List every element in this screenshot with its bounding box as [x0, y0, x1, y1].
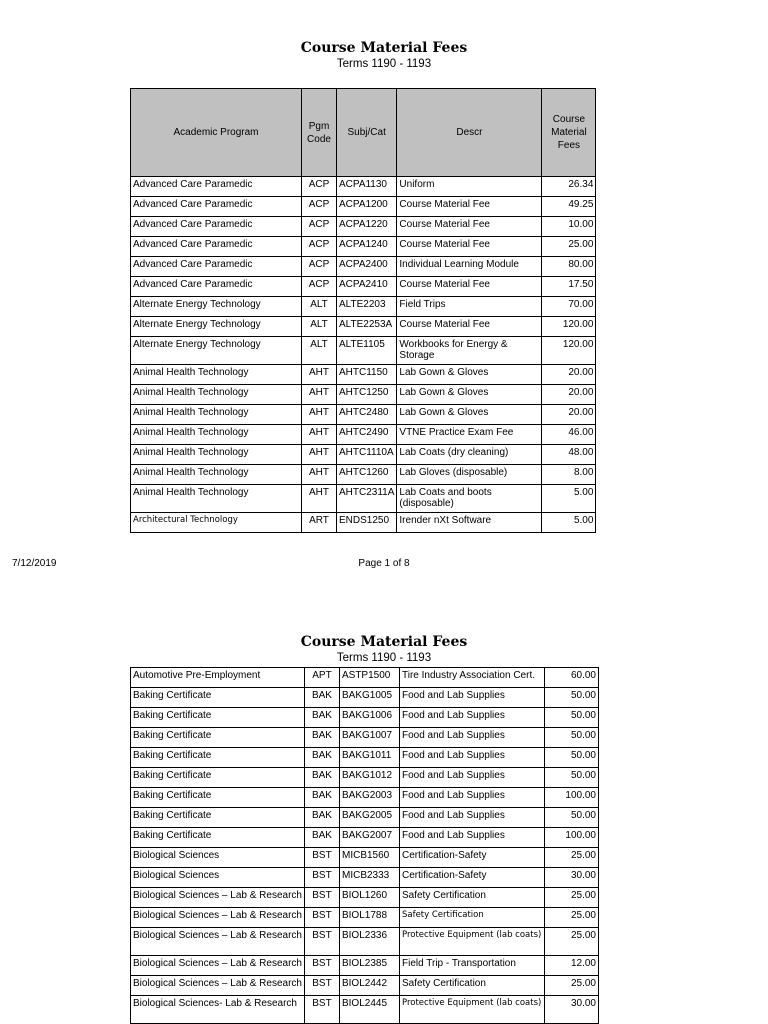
- subj-cat-cell: BIOL2442: [339, 976, 399, 996]
- program-cell: Advanced Care Paramedic: [131, 217, 302, 237]
- subj-cat-cell: AHTC1110A: [337, 445, 397, 465]
- fee-cell: 100.00: [544, 828, 598, 848]
- pgm-code-cell: ART: [302, 513, 337, 533]
- pgm-code-cell: BST: [304, 956, 339, 976]
- fee-cell: 20.00: [542, 405, 596, 425]
- subj-cat-cell: BAKG1012: [339, 768, 399, 788]
- pgm-code-cell: ACP: [302, 177, 337, 197]
- pgm-code-cell: AHT: [302, 485, 337, 513]
- subj-cat-cell: ACPA2410: [337, 277, 397, 297]
- pgm-code-cell: AHT: [302, 465, 337, 485]
- page-subtitle: Terms 1190 - 1193: [336, 58, 432, 70]
- subj-cat-cell: ACPA1200: [337, 197, 397, 217]
- fees-table-page-2: [130, 667, 599, 1024]
- fee-cell: 25.00: [544, 976, 598, 996]
- page-subtitle-2: Terms 1190 - 1193: [336, 652, 432, 664]
- table-row: [131, 445, 596, 465]
- pgm-code-cell: AHT: [302, 385, 337, 405]
- fee-cell: 25.00: [544, 928, 598, 956]
- table-row: [131, 976, 599, 996]
- program-cell: Baking Certificate: [131, 688, 305, 708]
- fee-cell: 50.00: [544, 708, 598, 728]
- pgm-code-cell: AHT: [302, 425, 337, 445]
- descr-cell: Course Material Fee: [397, 237, 542, 257]
- fee-cell: 17.50: [542, 277, 596, 297]
- pgm-code-cell: BAK: [304, 748, 339, 768]
- descr-cell: Individual Learning Module: [397, 257, 542, 277]
- header-subj-cat: Subj/Cat: [337, 89, 397, 177]
- program-cell: Automotive Pre-Employment: [131, 668, 305, 688]
- table-row: [131, 485, 596, 513]
- subj-cat-cell: AHTC2311A: [337, 485, 397, 513]
- program-cell: Baking Certificate: [131, 748, 305, 768]
- table-row: [131, 237, 596, 257]
- footer-page-number: Page 1 of 8: [358, 558, 410, 569]
- descr-cell: Safety Certification: [399, 908, 544, 928]
- table-row: [131, 197, 596, 217]
- fee-cell: 50.00: [544, 808, 598, 828]
- subj-cat-cell: BIOL2385: [339, 956, 399, 976]
- fee-cell: 50.00: [544, 728, 598, 748]
- fee-cell: 30.00: [544, 868, 598, 888]
- pgm-code-cell: ACP: [302, 257, 337, 277]
- table-row: [131, 808, 599, 828]
- subj-cat-cell: ACPA1240: [337, 237, 397, 257]
- subj-cat-cell: BAKG1005: [339, 688, 399, 708]
- program-cell: Biological Sciences: [131, 848, 305, 868]
- program-cell: Animal Health Technology: [131, 365, 302, 385]
- descr-cell: Course Material Fee: [397, 197, 542, 217]
- fee-cell: 10.00: [542, 217, 596, 237]
- pgm-code-cell: ACP: [302, 277, 337, 297]
- subj-cat-cell: ALTE1105: [337, 337, 397, 365]
- subj-cat-cell: ALTE2253A: [337, 317, 397, 337]
- program-cell: Alternate Energy Technology: [131, 297, 302, 317]
- fee-cell: 25.00: [544, 908, 598, 928]
- program-cell: Advanced Care Paramedic: [131, 277, 302, 297]
- descr-cell: Uniform: [397, 177, 542, 197]
- header-pgm-code: Pgm Code: [302, 89, 337, 177]
- table-row: [131, 768, 599, 788]
- program-cell: Animal Health Technology: [131, 425, 302, 445]
- pgm-code-cell: ALT: [302, 317, 337, 337]
- page-title: Course Material Fees: [300, 40, 468, 56]
- table-row: [131, 385, 596, 405]
- program-cell: Alternate Energy Technology: [131, 317, 302, 337]
- descr-cell: Lab Coats (dry cleaning): [397, 445, 542, 465]
- table-row: [131, 748, 599, 768]
- pgm-code-cell: BAK: [304, 768, 339, 788]
- subj-cat-cell: ALTE2203: [337, 297, 397, 317]
- program-cell: Animal Health Technology: [131, 485, 302, 513]
- subj-cat-cell: BIOL1788: [339, 908, 399, 928]
- subj-cat-cell: BAKG1006: [339, 708, 399, 728]
- pgm-code-cell: ACP: [302, 217, 337, 237]
- descr-cell: Food and Lab Supplies: [399, 728, 544, 748]
- fee-cell: 20.00: [542, 385, 596, 405]
- header-course-material-fees: Course Material Fees: [542, 89, 596, 177]
- pgm-code-cell: BST: [304, 976, 339, 996]
- table-row: [131, 365, 596, 385]
- table-row: [131, 337, 596, 365]
- fees-table-page-1: [130, 88, 596, 533]
- subj-cat-cell: ACPA2400: [337, 257, 397, 277]
- fee-cell: 120.00: [542, 337, 596, 365]
- descr-cell: Lab Gown & Gloves: [397, 405, 542, 425]
- descr-cell: Course Material Fee: [397, 277, 542, 297]
- subj-cat-cell: AHTC1150: [337, 365, 397, 385]
- fee-cell: 100.00: [544, 788, 598, 808]
- pgm-code-cell: BST: [304, 928, 339, 956]
- table-row: [131, 465, 596, 485]
- table-row: [131, 297, 596, 317]
- subj-cat-cell: MICB2333: [339, 868, 399, 888]
- table-row: [131, 177, 596, 197]
- subj-cat-cell: BAKG2005: [339, 808, 399, 828]
- table-row: [131, 425, 596, 445]
- descr-cell: Food and Lab Supplies: [399, 768, 544, 788]
- table-row: [131, 996, 599, 1024]
- table-row: [131, 788, 599, 808]
- descr-cell: Food and Lab Supplies: [399, 808, 544, 828]
- pgm-code-cell: AHT: [302, 445, 337, 465]
- subj-cat-cell: MICB1560: [339, 848, 399, 868]
- descr-cell: Lab Gloves (disposable): [397, 465, 542, 485]
- table-row: [131, 708, 599, 728]
- table-row: [131, 405, 596, 425]
- descr-cell: Protective Equipment (lab coats): [399, 996, 544, 1024]
- fee-cell: 80.00: [542, 257, 596, 277]
- table-row: [131, 668, 599, 688]
- fee-cell: 50.00: [544, 768, 598, 788]
- subj-cat-cell: AHTC1250: [337, 385, 397, 405]
- table-row: [131, 868, 599, 888]
- program-cell: Biological Sciences – Lab & Research: [131, 908, 305, 928]
- table-row: [131, 277, 596, 297]
- fee-cell: 25.00: [544, 888, 598, 908]
- fee-cell: 120.00: [542, 317, 596, 337]
- program-cell: Advanced Care Paramedic: [131, 197, 302, 217]
- fee-cell: 25.00: [542, 237, 596, 257]
- table-row: [131, 928, 599, 956]
- table-row: [131, 728, 599, 748]
- descr-cell: Safety Certification: [399, 888, 544, 908]
- pgm-code-cell: APT: [304, 668, 339, 688]
- fee-cell: 48.00: [542, 445, 596, 465]
- descr-cell: Course Material Fee: [397, 317, 542, 337]
- program-cell: Animal Health Technology: [131, 405, 302, 425]
- descr-cell: Lab Gown & Gloves: [397, 365, 542, 385]
- pgm-code-cell: BST: [304, 848, 339, 868]
- subj-cat-cell: BAKG2003: [339, 788, 399, 808]
- descr-cell: Tire Industry Association Cert.: [399, 668, 544, 688]
- pgm-code-cell: BST: [304, 908, 339, 928]
- fee-cell: 5.00: [542, 485, 596, 513]
- program-cell: Biological Sciences – Lab & Research: [131, 888, 305, 908]
- pgm-code-cell: BAK: [304, 708, 339, 728]
- fee-cell: 8.00: [542, 465, 596, 485]
- header-descr: Descr: [397, 89, 542, 177]
- program-cell: Baking Certificate: [131, 728, 305, 748]
- pgm-code-cell: ACP: [302, 197, 337, 217]
- subj-cat-cell: BAKG1011: [339, 748, 399, 768]
- program-cell: Alternate Energy Technology: [131, 337, 302, 365]
- pgm-code-cell: AHT: [302, 405, 337, 425]
- fee-cell: 50.00: [544, 688, 598, 708]
- descr-cell: Lab Gown & Gloves: [397, 385, 542, 405]
- header-academic-program: Academic Program: [131, 89, 302, 177]
- subj-cat-cell: BIOL1260: [339, 888, 399, 908]
- pgm-code-cell: ACP: [302, 237, 337, 257]
- table-row: [131, 848, 599, 868]
- descr-cell: Course Material Fee: [397, 217, 542, 237]
- pgm-code-cell: ALT: [302, 337, 337, 365]
- descr-cell: Food and Lab Supplies: [399, 788, 544, 808]
- program-cell: Baking Certificate: [131, 808, 305, 828]
- fee-cell: 25.00: [544, 848, 598, 868]
- page-title-2: Course Material Fees: [300, 634, 468, 650]
- program-cell: Baking Certificate: [131, 788, 305, 808]
- pgm-code-cell: BAK: [304, 788, 339, 808]
- table-row: [131, 828, 599, 848]
- descr-cell: Irender nXt Software: [397, 513, 542, 533]
- fee-cell: 12.00: [544, 956, 598, 976]
- descr-cell: Certification-Safety: [399, 848, 544, 868]
- program-cell: Biological Sciences – Lab & Research: [131, 976, 305, 996]
- subj-cat-cell: ACPA1130: [337, 177, 397, 197]
- descr-cell: Food and Lab Supplies: [399, 688, 544, 708]
- fee-cell: 50.00: [544, 748, 598, 768]
- table-row: [131, 513, 596, 533]
- descr-cell: Safety Certification: [399, 976, 544, 996]
- program-cell: Biological Sciences – Lab & Research: [131, 956, 305, 976]
- program-cell: Advanced Care Paramedic: [131, 177, 302, 197]
- descr-cell: Food and Lab Supplies: [399, 748, 544, 768]
- table-row: [131, 217, 596, 237]
- fee-cell: 70.00: [542, 297, 596, 317]
- fee-cell: 49.25: [542, 197, 596, 217]
- program-cell: Animal Health Technology: [131, 445, 302, 465]
- subj-cat-cell: BAKG2007: [339, 828, 399, 848]
- table-row: [131, 317, 596, 337]
- program-cell: Biological Sciences: [131, 868, 305, 888]
- pgm-code-cell: BST: [304, 888, 339, 908]
- pgm-code-cell: BST: [304, 996, 339, 1024]
- pgm-code-cell: BAK: [304, 728, 339, 748]
- fee-cell: 46.00: [542, 425, 596, 445]
- program-cell: Baking Certificate: [131, 828, 305, 848]
- subj-cat-cell: ACPA1220: [337, 217, 397, 237]
- subj-cat-cell: BIOL2445: [339, 996, 399, 1024]
- subj-cat-cell: BIOL2336: [339, 928, 399, 956]
- pgm-code-cell: BST: [304, 868, 339, 888]
- table-row: [131, 956, 599, 976]
- descr-cell: Certification-Safety: [399, 868, 544, 888]
- subj-cat-cell: ASTP1500: [339, 668, 399, 688]
- program-cell: Baking Certificate: [131, 768, 305, 788]
- subj-cat-cell: BAKG1007: [339, 728, 399, 748]
- table-row: [131, 688, 599, 708]
- program-cell: Advanced Care Paramedic: [131, 257, 302, 277]
- descr-cell: Field Trip - Transportation: [399, 956, 544, 976]
- fee-cell: 5.00: [542, 513, 596, 533]
- descr-cell: Food and Lab Supplies: [399, 708, 544, 728]
- pgm-code-cell: BAK: [304, 688, 339, 708]
- table-row: [131, 888, 599, 908]
- descr-cell: Field Trips: [397, 297, 542, 317]
- table-row: [131, 257, 596, 277]
- descr-cell: Protective Equipment (lab coats): [399, 928, 544, 956]
- pgm-code-cell: AHT: [302, 365, 337, 385]
- program-cell: Animal Health Technology: [131, 385, 302, 405]
- subj-cat-cell: AHTC1260: [337, 465, 397, 485]
- subj-cat-cell: AHTC2480: [337, 405, 397, 425]
- subj-cat-cell: ENDS1250: [337, 513, 397, 533]
- program-cell: Advanced Care Paramedic: [131, 237, 302, 257]
- descr-cell: Lab Coats and boots (disposable): [397, 485, 542, 513]
- program-cell: Animal Health Technology: [131, 465, 302, 485]
- subj-cat-cell: AHTC2490: [337, 425, 397, 445]
- program-cell: Baking Certificate: [131, 708, 305, 728]
- descr-cell: Food and Lab Supplies: [399, 828, 544, 848]
- fee-cell: 60.00: [544, 668, 598, 688]
- table-row: [131, 908, 599, 928]
- pgm-code-cell: BAK: [304, 808, 339, 828]
- fee-cell: 26.34: [542, 177, 596, 197]
- fee-cell: 20.00: [542, 365, 596, 385]
- descr-cell: Workbooks for Energy & Storage: [397, 337, 542, 365]
- fee-cell: 30.00: [544, 996, 598, 1024]
- program-cell: Biological Sciences- Lab & Research: [131, 996, 305, 1024]
- pgm-code-cell: ALT: [302, 297, 337, 317]
- pgm-code-cell: BAK: [304, 828, 339, 848]
- program-cell: Architectural Technology: [131, 513, 302, 533]
- footer-date: 7/12/2019: [12, 558, 57, 569]
- program-cell: Biological Sciences – Lab & Research: [131, 928, 305, 956]
- descr-cell: VTNE Practice Exam Fee: [397, 425, 542, 445]
